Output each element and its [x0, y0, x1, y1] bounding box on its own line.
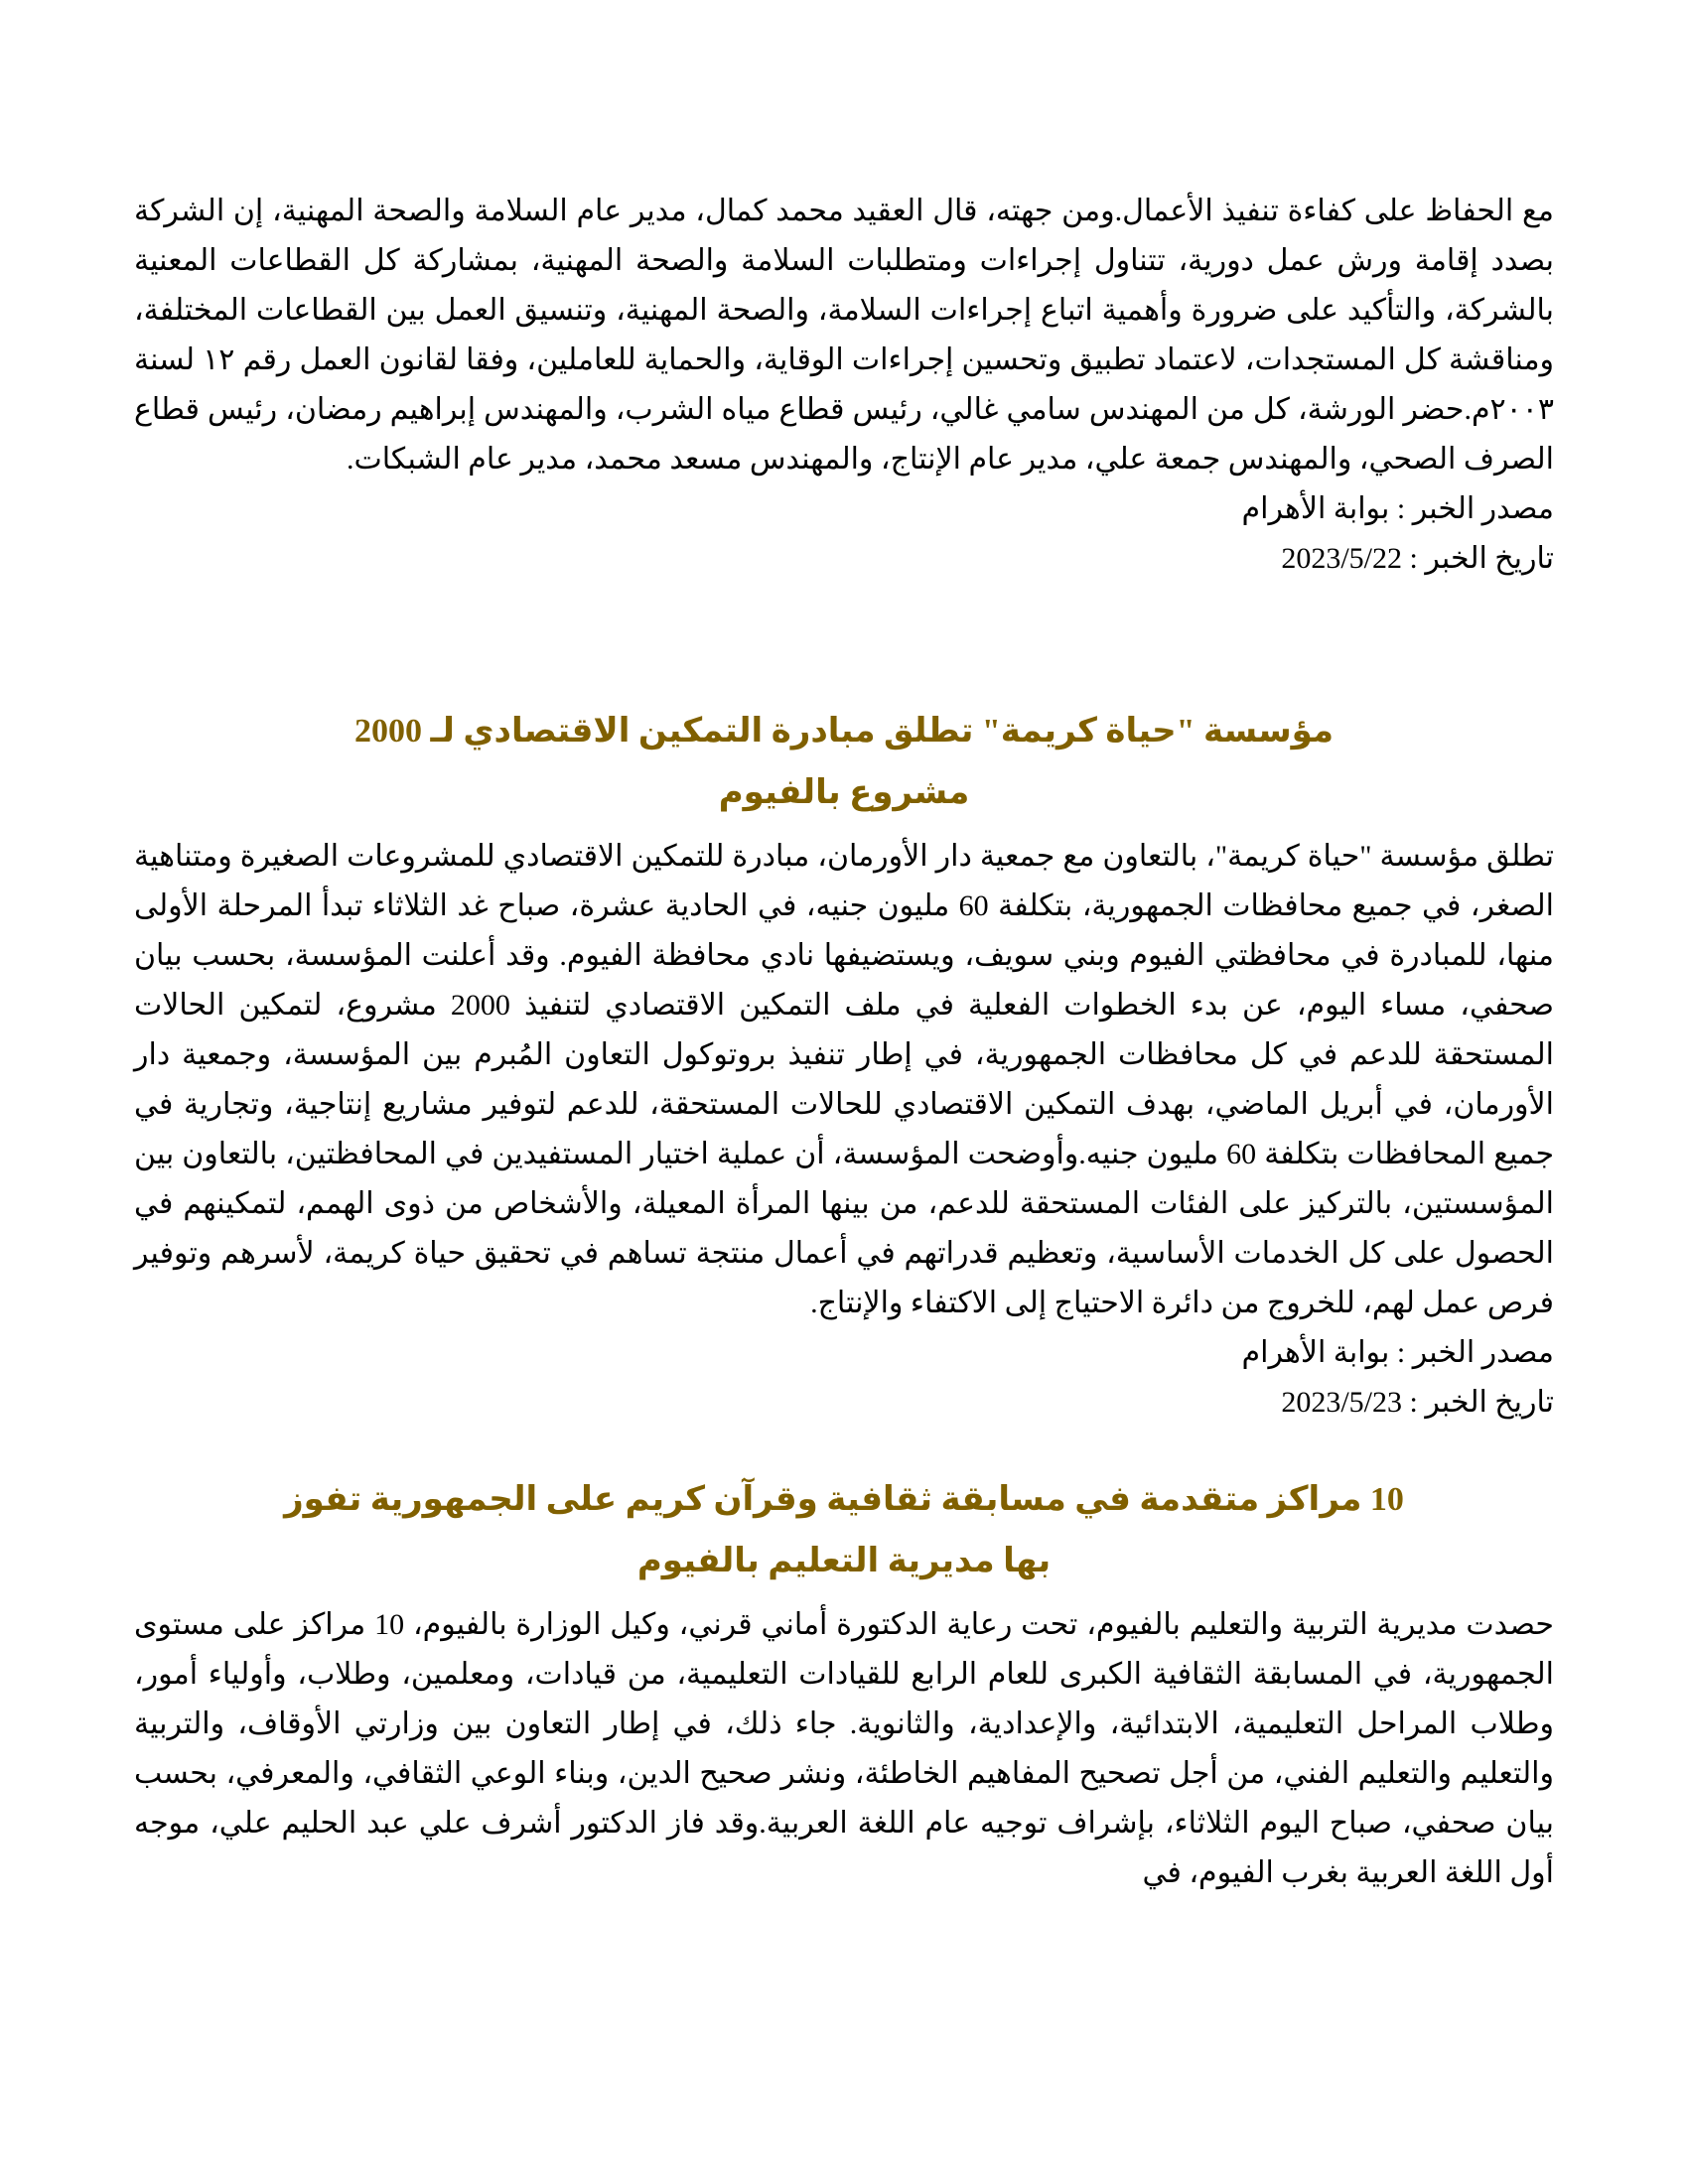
article-3-title: 10 مراكز متقدمة في مسابقة ثقافية وقرآن كريم على الجمهورية تفوز بها مديرية التعليم بالفيوم — [284, 1481, 1404, 1579]
article-2-title: مؤسسة "حياة كريمة" تطلق مبادرة التمكين الاقتصادي لـ 2000 مشروع بالفيوم — [353, 713, 1335, 811]
article-1-source-block — [134, 484, 1554, 584]
article-1-date: تاريخ الخبر : 2023/5/22 — [1281, 542, 1554, 575]
article-1-source: مصدر الخبر : بوابة الأهرام — [1241, 492, 1554, 525]
article-1-body: مع الحفاظ على كفاءة تنفيذ الأعمال.ومن جهته، قال العقيد محمد كمال، مدير عام السلامة والصحة المهنية، إن الشركة بصدد إقامة ورش عمل دورية، تتناول إجراءات ومتطلبات السلامة والصحة المهنية، بمشاركة كل القطاعات المعنية بالشركة، والتأكيد على ضرورة وأهمية اتباع إجراءات السلامة، والصحة المهنية، وتنسيق العمل بين القطاعات المختلفة، ومناقشة كل المستجدات، لاعتماد تطبيق وتحسين إجراءات الوقاية، والحماية للعاملين، وفقا لقانون العمل رقم ١٢ لسنة ٢٠٠٣م.حضر الورشة، كل من المهندس سامي غالي، رئيس قطاع مياه الشرب، والمهندس إبراهيم رمضان، رئيس قطاع الصرف الصحي، والمهندس جمعة علي، مدير عام الإنتاج، والمهندس مسعد محمد، مدير عام الشبكات. — [134, 195, 1554, 476]
article-2-source-block — [134, 1328, 1554, 1428]
article-2-source: مصدر الخبر : بوابة الأهرام — [1241, 1336, 1554, 1369]
article-3-body: حصدت مديرية التربية والتعليم بالفيوم، تحت رعاية الدكتورة أماني قرني، وكيل الوزارة بالفيوم، 10 مراكز على مستوى الجمهورية، في المسابقة الثقافية الكبرى للعام الرابع للقيادات التعليمية، من قيادات، ومعلمين، وطلاب، وأولياء أمور، وطلاب المراحل التعليمية، الابتدائية، والإعدادية، والثانوية. جاء ذلك، في إطار التعاون بين وزارتي الأوقاف، والتربية والتعليم والتعليم الفني، من أجل تصحيح المفاهيم الخاطئة، ونشر صحيح الدين، وبناء الوعي الثقافي، والمعرفي، بحسب بيان صحفي، صباح اليوم الثلاثاء، بإشراف توجيه عام اللغة العربية.وقد فاز الدكتور أشرف علي عبد الحليم علي، موجه أول اللغة العربية بغرب الفيوم، في — [134, 1608, 1554, 1889]
article-2-body: تطلق مؤسسة "حياة كريمة"، بالتعاون مع جمعية دار الأورمان، مبادرة للتمكين الاقتصادي للمشروعات الصغيرة ومتناهية الصغر، في جميع محافظات الجمهورية، بتكلفة 60 مليون جنيه، في الحادية عشرة، صباح غد الثلاثاء تبدأ المرحلة الأولى منها، للمبادرة في محافظتي الفيوم وبني سويف، ويستضيفها نادي محافظة الفيوم. وقد أعلنت المؤسسة، بحسب بيان صحفي، مساء اليوم، عن بدء الخطوات الفعلية في ملف التمكين الاقتصادي لتنفيذ 2000 مشروع، لتمكين الحالات المستحقة للدعم في كل محافظات الجمهورية، في إطار تنفيذ بروتوكول التعاون المُبرم بين المؤسسة، وجمعية دار الأورمان، في أبريل الماضي، بهدف التمكين الاقتصادي للحالات المستحقة، للدعم لتوفير مشاريع إنتاجية، وتجارية في جميع المحافظات بتكلفة 60 مليون جنيه.وأوضحت المؤسسة، أن عملية اختيار المستفيدين في المحافظتين، بالتعاون بين المؤسستين، بالتركيز على الفئات المستحقة للدعم، من بينها المرأة المعيلة، والأشخاص من ذوى الهمم، لتمكينهم في الحصول على كل الخدمات الأساسية، وتعظيم قدراتهم في أعمال منتجة تساهم في تحقيق حياة كريمة، لأسرهم وتوفير فرص عمل لهم، للخروج من دائرة الاحتياج إلى الاكتفاء والإنتاج. — [134, 840, 1554, 1319]
article-2-date: تاريخ الخبر : 2023/5/23 — [1281, 1386, 1554, 1419]
